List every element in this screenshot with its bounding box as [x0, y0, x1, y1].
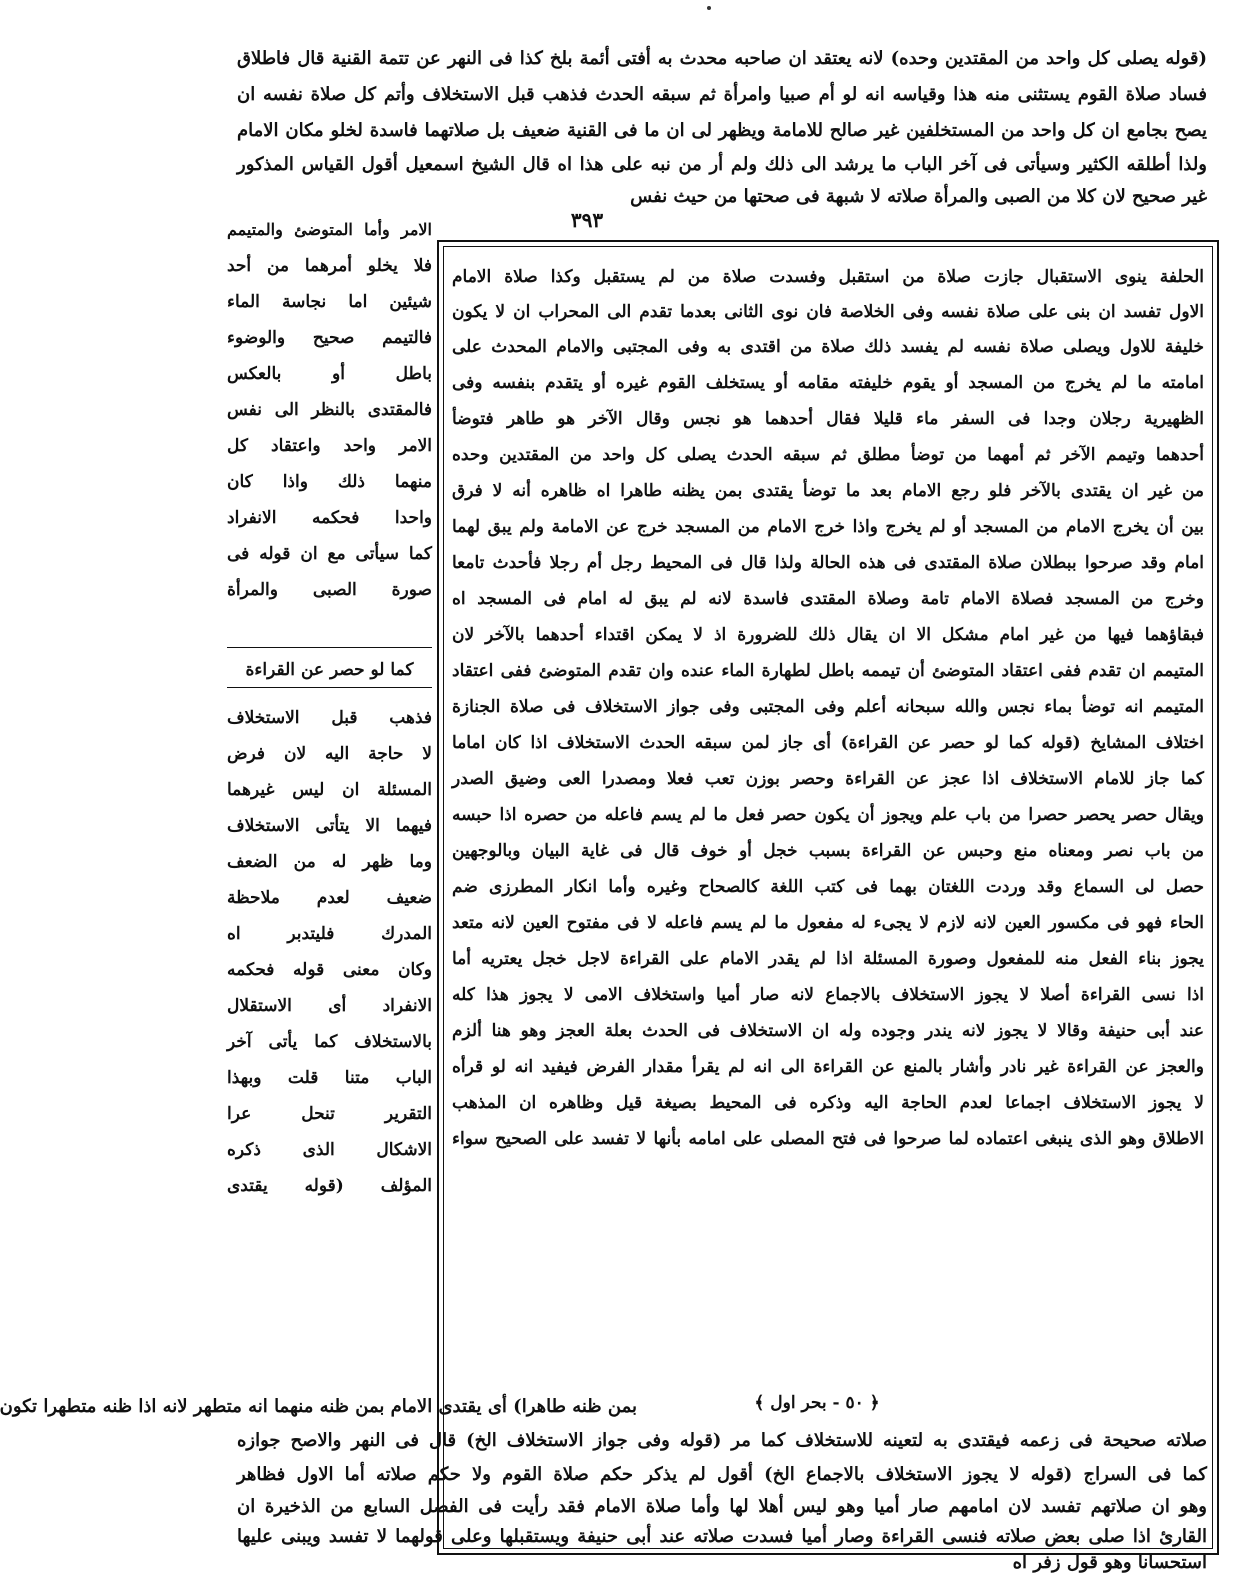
page-mark-dot — [707, 6, 711, 10]
margin-line: فالمقتدى بالنظر الى نفس — [227, 400, 432, 420]
main-line: امام وقد صرحوا ببطلان صلاة المقتدى فى هذه الحالة ولذا قال فى المحيط رجل أم رجلا فأحدث تامعا — [452, 553, 1204, 573]
main-line: الظهيرية رجلان وجدا فى السفر ماء قليلا فقال أحدهما هو نجس وقال الآخر هو طاهر فتوضأ — [452, 409, 1204, 429]
margin-line: الاشكال الذى ذكره — [227, 1140, 432, 1160]
main-line: المتيمم ان تقدم ففى اعتقاد المتوضئ أن تيممه باطل لطهارة الماء عنده وان تقدم المتوضئ ففى اعتقاد — [452, 661, 1204, 681]
footnote-line: كما فى السراج (قوله لا يجوز الاستخلاف بالاجماع الخ) أقول لم يذكر حكم صلاة القوم ولا حكم صلاته أما الاول فظاهر — [237, 1464, 1207, 1485]
main-line: اذا نسى القراءة أصلا لا يجوز الاستخلاف بالاجماع لانه صار أميا واستخلاف الامى لا يجوز هذا كله — [452, 985, 1204, 1005]
footnote-line: وهو ان صلاتهم تفسد لان امامهم صار أميا وهو ليس أهلا لها وأما صلاة الامام فقد رأيت فى الفصل السابع من الذخيرة ان — [237, 1496, 1207, 1517]
margin-line: وما ظهر له من الضعف — [227, 852, 432, 872]
main-line: كما جاز للامام الاستخلاف اذا عجز عن القراءة وحصر بوزن تعب فعلا ومصدرا العى وضيق الصدر — [452, 769, 1204, 789]
top-line: غير صحيح لان كلا من الصبى والمرأة صلاته لا شبهة فى صحتها من حيث نفس — [630, 186, 1207, 207]
main-line: المتيمم انه توضأ بماء نجس والله سبحانه أعلم وفى المجتبى وفى جواز الاستخلاف فى صلاة الجنازة — [452, 697, 1204, 717]
margin-line: ضعيف لعدم ملاحظة — [227, 888, 432, 908]
margin-line: لا حاجة اليه لان فرض — [227, 744, 432, 764]
margin-line: فلا يخلو أمرهما من أحد — [227, 256, 432, 276]
margin-line: صورة الصبى والمرأة — [227, 580, 432, 600]
margin-line: فذهب قبل الاستخلاف — [227, 708, 432, 728]
margin-line: باطل أو بالعكس — [227, 364, 432, 384]
footnote-line: صلاته صحيحة فى زعمه فيقتدى به لتعينه للاستخلاف كما مر (قوله وفى جواز الاستخلاف الخ) قال فى النهر والاصح جوازه — [237, 1430, 1207, 1451]
margin-line: الامر وأما المتوضئ والمتيمم — [227, 220, 432, 239]
main-line: والعجز عن القراءة غير نادر وأشار بالمنع عن القراءة الى انه لم يقرأ مقدار الفرض فيفيد انه لو قرأه — [452, 1057, 1204, 1077]
margin-line: الامر واحد واعتقاد كل — [227, 436, 432, 456]
margin-line: وكان معنى قوله فحكمه — [227, 960, 432, 980]
main-line: الحلفة ينوى الاستقبال جازت صلاة من استقبل وفسدت صلاة من لم يستقبل وكذا صلاة الامام — [452, 267, 1204, 287]
main-line: أحدهما وتيمم الآخر ثم أمهما من توضأ مطلق ثم سبقه الحدث يصلى كل واحد من المقتدين وحده — [452, 445, 1204, 465]
margin-line: فيهما الا يتأتى الاستخلاف — [227, 816, 432, 836]
margin-line: التقرير تنحل عرا — [227, 1104, 432, 1124]
main-line: وخرج من المسجد فصلاة الامام تامة وصلاة المقتدى فاسدة لانه لم يبق له امام فى المسجد اه — [452, 589, 1204, 609]
margin-line: منهما ذلك واذا كان — [227, 472, 432, 492]
main-line: فبقاؤهما فيها من غير امام مشكل الا ان يقال ذلك للضرورة اذ لا يمكن اقتداء أحدهما بالآخر لان — [452, 625, 1204, 645]
top-line: (قوله يصلى كل واحد من المقتدين وحده) لانه يعتقد ان صاحبه محدث به أفتى أئمة بلخ كذا فى النهر عن تتمة القنية قال فاطلاق — [237, 48, 1207, 69]
main-line: يجوز بناء الفعل منه للمفعول وصورة المسئلة اذا لم يقدر الامام على القراءة لاجل خجل يعتريه أما — [452, 949, 1204, 969]
margin-divider — [227, 647, 432, 648]
main-line: عند أبى حنيفة وقالا لا يجوز لانه يندر وجوده وله ان الاستخلاف فى الحدث بعلة العجز وهو هنا ألزم — [452, 1021, 1204, 1041]
main-line: اختلاف المشايخ (قوله كما لو حصر عن القراءة) أى جاز لمن سبقه الحدث الاستخلاف اذا كان اماما — [452, 733, 1204, 753]
main-line: لا يجوز الاستخلاف اجماعا لعدم الحاجة اليه وذكره فى المحيط بصيغة قيل وظاهره ان المذهب — [452, 1093, 1204, 1113]
main-line: من باب نصر ومعناه منع وحبس عن القراءة بسبب خجل أو خوف قال فى غاية البيان وبالوجهين — [452, 841, 1204, 861]
footnote-volume-marker: ﴿ ٥٠ - بحر اول ﴾ — [754, 1393, 880, 1413]
footnote-line: بمن ظنه طاهرا) أى يقتدى الامام بمن ظنه منهما انه متطهر لانه اذا ظنه متطهرا تكون — [0, 1396, 637, 1417]
main-line: من غير ان يقتدى بالآخر فلو رجع الامام بعد ما توضأ يقتدى بمن يظنه طاهرا اه ظاهره أنه لا فرق — [452, 481, 1204, 501]
main-line: الاول تفسد ان بنى على صلاة نفسه وفى الخلاصة فان نوى الثانى بعدما تقدم الى المحراب ان لا يكون — [452, 302, 1204, 322]
margin-line: كما سيأتى مع ان قوله فى — [227, 544, 432, 564]
margin-line: شيئين اما نجاسة الماء — [227, 292, 432, 312]
margin-line: واحدا فحكمه الانفراد — [227, 508, 432, 528]
top-line: ولذا أطلقه الكثير وسيأتى فى آخر الباب ما يرشد الى ذلك ولم أر من نبه على هذا اه قال الشيخ اسمعيل أقول القياس المذكور — [237, 154, 1207, 175]
margin-line: بالاستخلاف كما يأتى آخر — [227, 1032, 432, 1052]
main-line: ويقال حصر يحصر حصرا من باب علم ويجوز أن يكون حصر فعل ما لم يسم فاعله من حصره اذا حبسه — [452, 805, 1204, 825]
margin-line: الباب متنا قلت وبهذا — [227, 1068, 432, 1088]
main-line: حصل لى السماع وقد وردت اللغتان بهما فى كتب اللغة كالصحاح وغيره وأما انكار المطرزى ضم — [452, 877, 1204, 897]
margin-line: المؤلف (قوله يقتدى — [227, 1176, 432, 1196]
main-line: الاطلاق وهو الذى ينبغى اعتماده لما صرحوا فى فتح المصلى على امامه بأنها لا تفسد على الصحيح سواء — [452, 1129, 1204, 1149]
top-line: فساد صلاة القوم يستثنى منه هذا وقياسه انه لو أم صبيا وامرأة ثم سبقه الحدث فذهب قبل الاستخلاف وأتم كل صلاة نفسه ان — [237, 84, 1207, 105]
margin-line: فالتيمم صحيح والوضوء — [227, 328, 432, 348]
footnote-line: استحسانا وهو قول زفر اه — [1012, 1552, 1207, 1573]
footnote-line: القارئ اذا صلى بعض صلاته فنسى القراءة وصار أميا فسدت صلاته عند أبى حنيفة ويستقبلها وعلى قولهما لا تفسد ويبنى عليها — [237, 1526, 1207, 1547]
margin-line: الانفراد أى الاستقلال — [227, 996, 432, 1016]
margin-heading: كما لو حصر عن القراءة — [245, 660, 414, 680]
margin-divider — [227, 687, 432, 688]
margin-line: المسئلة ان ليس غيرهما — [227, 780, 432, 800]
top-line: يصح بجامع ان كل واحد من المستخلفين غير صالح للامامة ويظهر لى ان ما فى القنية ضعيف بل صلاتهما فاسدة لخلو مكان الامام — [237, 120, 1207, 141]
page-number: ٣٩٣ — [570, 208, 604, 232]
main-line: بين أن يخرج الامام من المسجد أو لم يخرج واذا خرج الامام من المسجد خرج عن الامامة ولم يبق لهما — [452, 517, 1204, 537]
main-line: الحاء فهو فى مكسور العين لانه لازم لا يجىء له مفعول ما لم يسم فاعله لا فى مفتوح العين لانه متعد — [452, 913, 1204, 933]
margin-line: المدرك فليتدبر اه — [227, 924, 432, 944]
main-line: خليفة للاول ويصلى صلاة نفسه لم يفسد ذلك صلاة من اقتدى به وفى المجتبى والامام المحدث على — [452, 337, 1204, 357]
main-line: امامته ما لم يخرج من المسجد أو يقوم خليفته مقامه أو يستخلف القوم غيره أو يتقدم بنفسه وفى — [452, 373, 1204, 393]
